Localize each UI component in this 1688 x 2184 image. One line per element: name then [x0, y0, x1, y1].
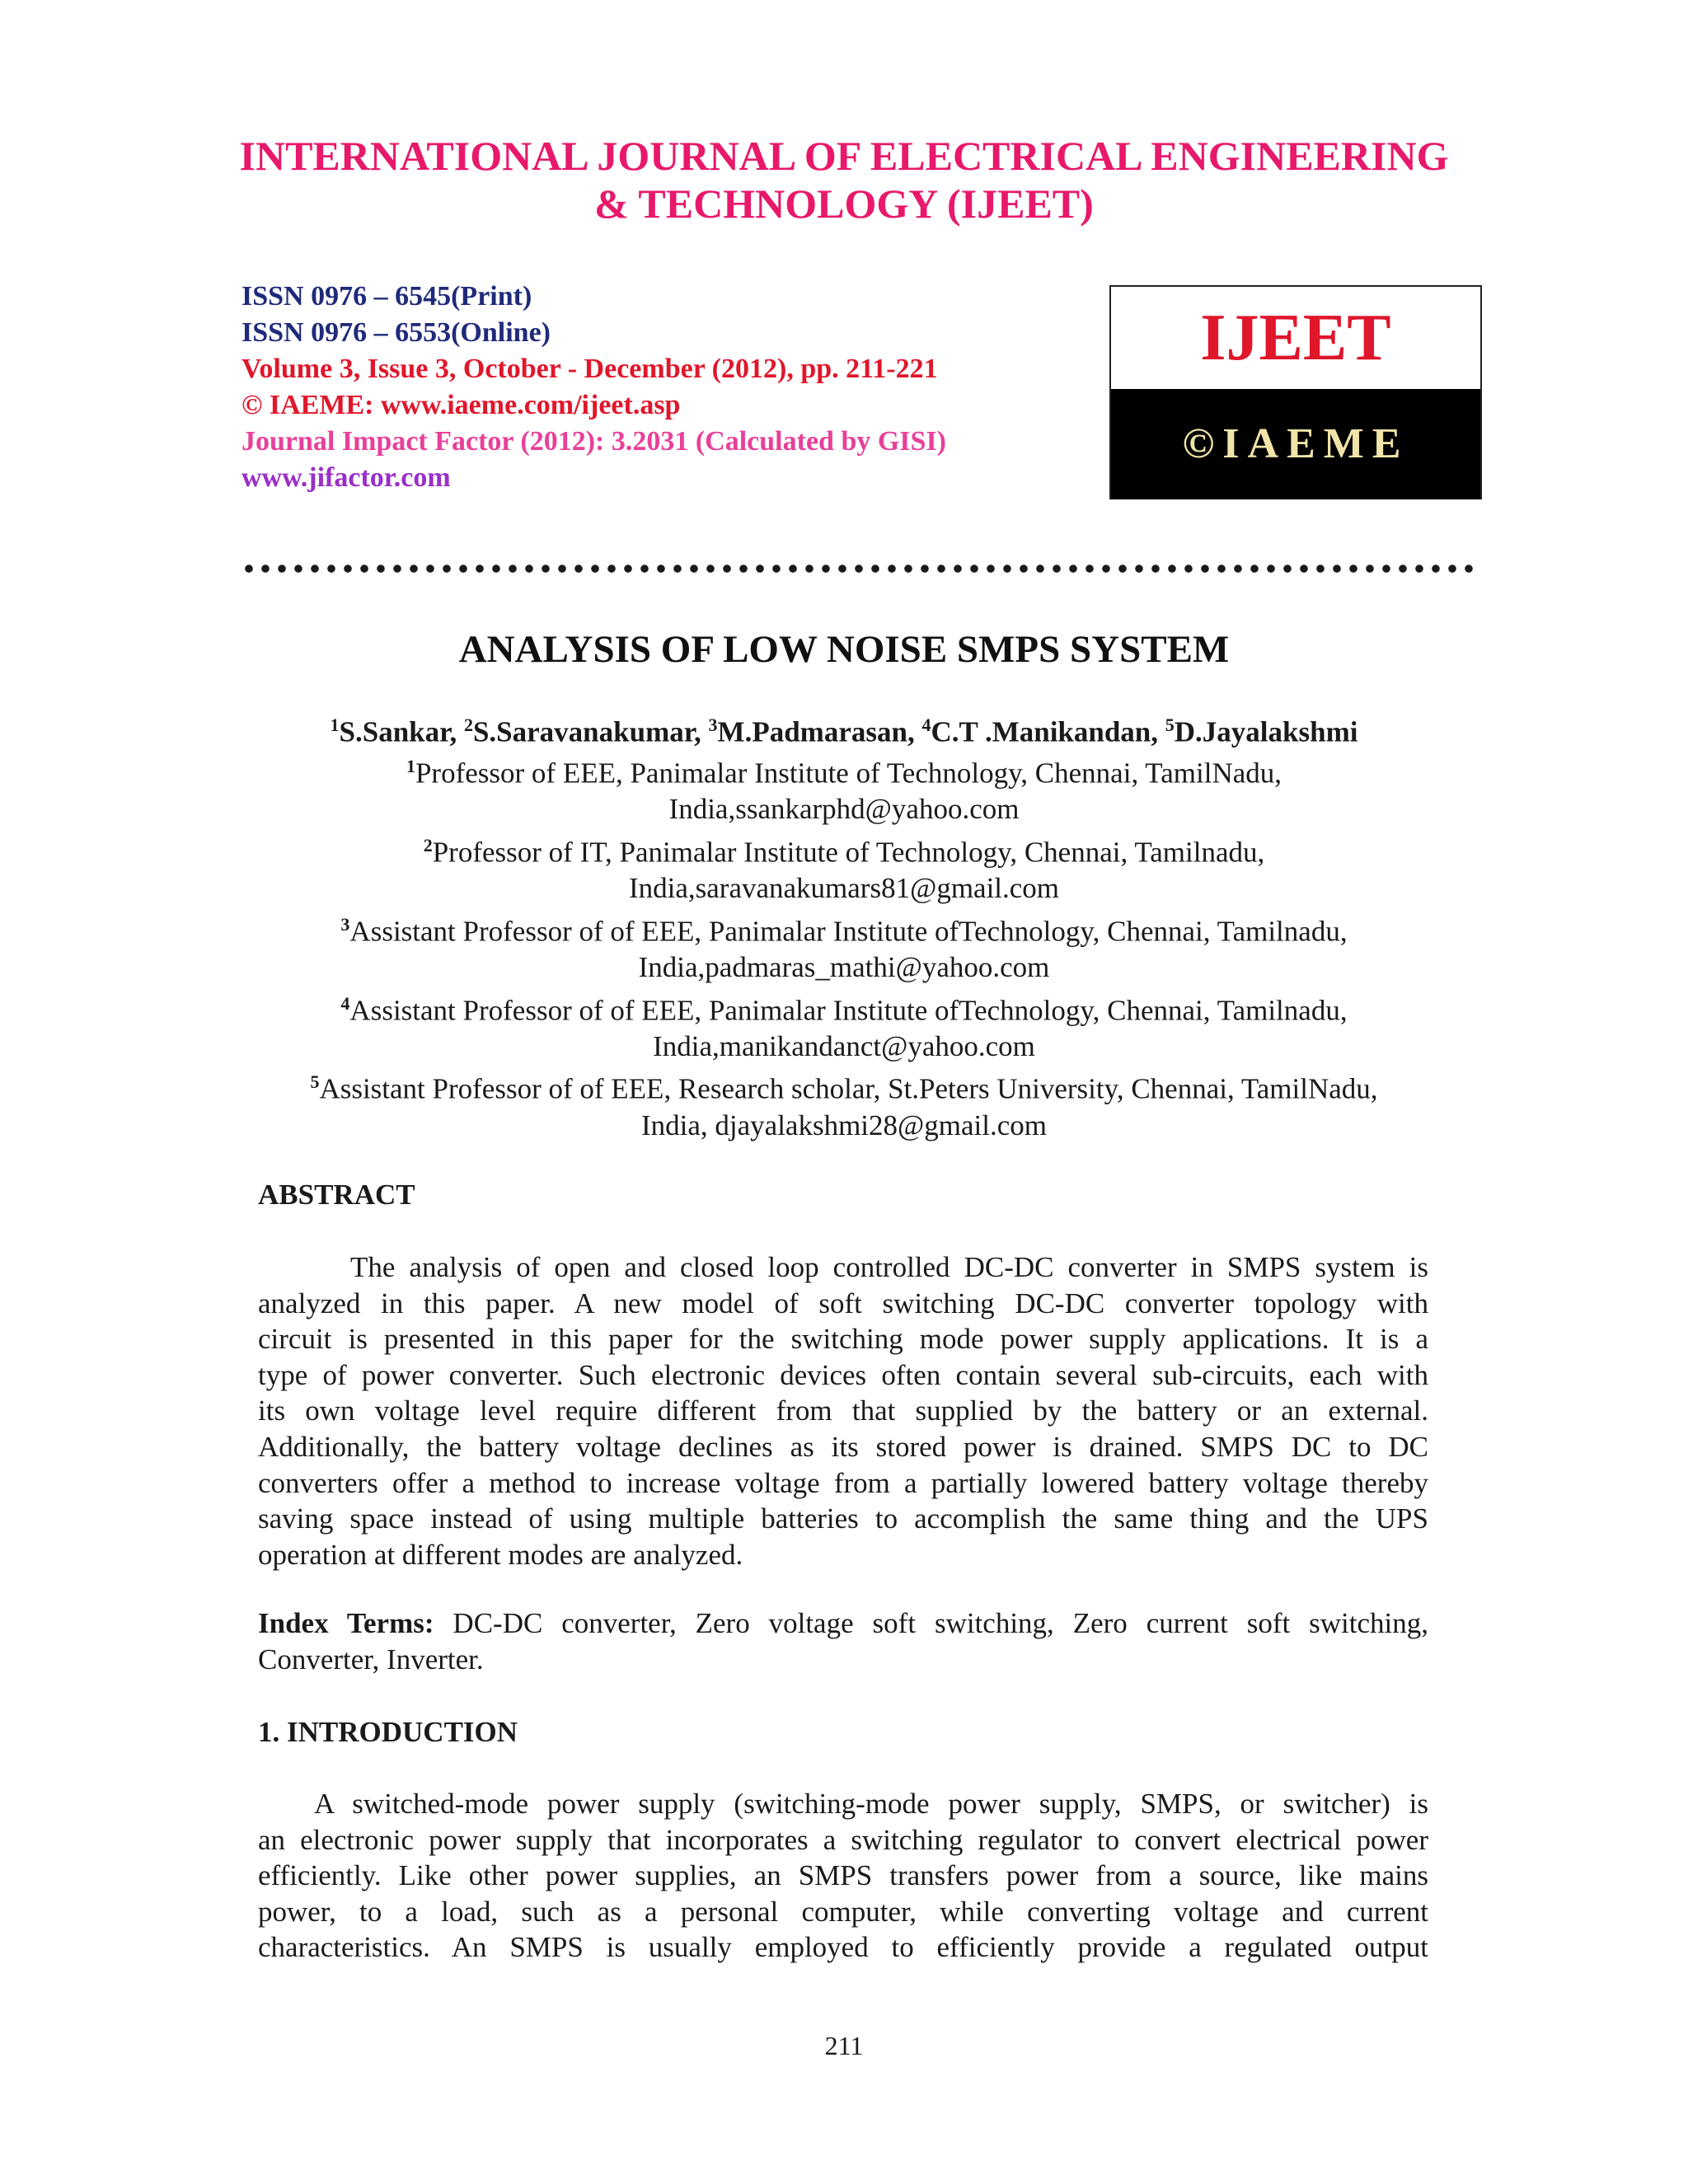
index-terms-text: DC-DC converter, Zero voltage soft switching, Zero current soft switching, — [434, 1607, 1428, 1639]
author-4-name: C.T .Manikandan, — [931, 715, 1165, 748]
journal-logo — [1109, 285, 1482, 499]
affiliation-4-email: India,manikandanct@yahoo.com — [653, 1029, 1035, 1062]
abstract-line: Additionally, the battery voltage declines as its stored power is drained. SMPS DC to DC — [258, 1430, 1428, 1463]
volume-info: Volume 3, Issue 3, October - December (2012), pp. 211-221 — [241, 354, 938, 384]
journal-info-block — [241, 279, 1066, 496]
abstract-line: analyzed in this paper. A new model of soft switching DC-DC converter topology with — [258, 1286, 1428, 1319]
introduction-line: power, to a load, such as a personal computer, while converting voltage and current — [258, 1895, 1428, 1928]
abstract-line: type of power converter. Such electronic devices often contain several sub-circuits, each with — [258, 1358, 1428, 1391]
abstract-line: circuit is presented in this paper for the switching mode power supply applications. It is a — [258, 1323, 1428, 1356]
affiliation-5-index: 5 — [310, 1071, 320, 1093]
affiliation-2 — [165, 827, 1523, 870]
author-1-name: S.Sankar, — [339, 715, 464, 748]
affiliation-1-email: India,ssankarphd@yahoo.com — [668, 793, 1020, 826]
journal-title — [165, 132, 1523, 227]
journal-title-line-1: INTERNATIONAL JOURNAL OF ELECTRICAL ENGINEERING — [239, 133, 1449, 179]
affiliation-4-index: 4 — [340, 992, 350, 1014]
author-1-index: 1 — [330, 715, 340, 735]
iaeme-link[interactable]: © IAEME: www.iaeme.com/ijeet.asp — [241, 390, 681, 420]
impact-factor: Journal Impact Factor (2012): 3.2031 (Calculated by GISI) — [241, 426, 946, 457]
affiliation-4-text: Assistant Professor of of EEE, Panimalar Institute ofTechnology, Chennai, Tamilnadu, — [349, 994, 1348, 1027]
author-3-index: 3 — [708, 715, 718, 735]
abstract-line: The analysis of open and closed loop controlled DC-DC converter in SMPS system is — [350, 1251, 1428, 1283]
affiliation-list — [165, 748, 1523, 1143]
issn-online: ISSN 0976 – 6553(Online) — [241, 317, 551, 348]
author-2-index: 2 — [463, 715, 473, 735]
author-list — [165, 707, 1523, 751]
introduction-line: an electronic power supply that incorporates a switching regulator to convert electrical power — [258, 1823, 1428, 1856]
introduction-line: A switched-mode power supply (switching-mode power supply, SMPS, or switcher) is — [314, 1788, 1428, 1820]
affiliation-5-text: Assistant Professor of of EEE, Research scholar, St.Peters University, Chennai, TamilNadu, — [319, 1073, 1378, 1106]
author-4-index: 4 — [921, 715, 931, 735]
introduction-heading: 1. INTRODUCTION — [258, 1716, 518, 1748]
affiliation-3-index: 3 — [340, 913, 350, 935]
index-terms-line-1 — [258, 1605, 1428, 1642]
affiliation-5-email: India, djayalakshmi28@gmail.com — [641, 1108, 1047, 1141]
issn-print: ISSN 0976 – 6545(Print) — [241, 281, 532, 312]
jifactor-link[interactable]: www.jifactor.com — [241, 462, 451, 493]
page-number: 211 — [824, 2031, 864, 2060]
affiliation-2-email: India,saravanakumars81@gmail.com — [628, 872, 1060, 905]
author-5-index: 5 — [1165, 715, 1175, 735]
affiliation-1-index: 1 — [406, 756, 415, 776]
affiliation-1 — [165, 748, 1523, 791]
logo-title: IJEET — [1111, 287, 1480, 389]
abstract-line: saving space instead of using multiple batteries to accomplish the same thing and the UPS — [258, 1502, 1428, 1535]
abstract-heading: ABSTRACT — [258, 1179, 415, 1211]
paper-title: ANALYSIS OF LOW NOISE SMPS SYSTEM — [458, 628, 1230, 671]
author-5-name: D.Jayalakshmi — [1174, 715, 1358, 748]
affiliation-1-text: Professor of EEE, Panimalar Institute of Technology, Chennai, TamilNadu, — [415, 757, 1282, 790]
affiliation-2-index: 2 — [423, 834, 433, 855]
affiliation-5 — [165, 1064, 1523, 1107]
affiliation-3-email: India,padmaras_mathi@yahoo.com — [638, 950, 1050, 983]
author-2-name: S.Saravanakumar, — [472, 715, 709, 748]
affiliation-3-text: Assistant Professor of of EEE, Panimalar Institute ofTechnology, Chennai, Tamilnadu, — [349, 915, 1348, 948]
index-terms-label: Index Terms: — [258, 1607, 434, 1639]
index-terms — [258, 1605, 1428, 1677]
affiliation-3 — [165, 907, 1523, 949]
affiliation-4 — [165, 986, 1523, 1029]
introduction-body — [258, 1786, 1428, 1966]
abstract-line: its own voltage level require different from that supplied by the battery or an external. — [258, 1394, 1428, 1427]
affiliation-2-text: Professor of IT, Panimalar Institute of Technology, Chennai, Tamilnadu, — [432, 836, 1265, 869]
index-terms-line-2: Converter, Inverter. — [258, 1643, 484, 1675]
dotted-divider — [241, 564, 1479, 574]
abstract-body — [258, 1249, 1428, 1572]
abstract-line: operation at different modes are analyzed. — [258, 1538, 743, 1571]
introduction-line: characteristics. An SMPS is usually employed to efficiently provide a regulated output — [258, 1931, 1428, 1964]
journal-title-line-2: & TECHNOLOGY (IJEET) — [594, 180, 1094, 227]
logo-publisher: ©IAEME — [1111, 389, 1480, 499]
author-3-name: M.Padmarasan, — [717, 715, 922, 748]
introduction-line: efficiently. Like other power supplies, an SMPS transfers power from a source, like mains — [258, 1859, 1428, 1892]
abstract-line: converters offer a method to increase voltage from a partially lowered battery voltage thereby — [258, 1466, 1428, 1499]
